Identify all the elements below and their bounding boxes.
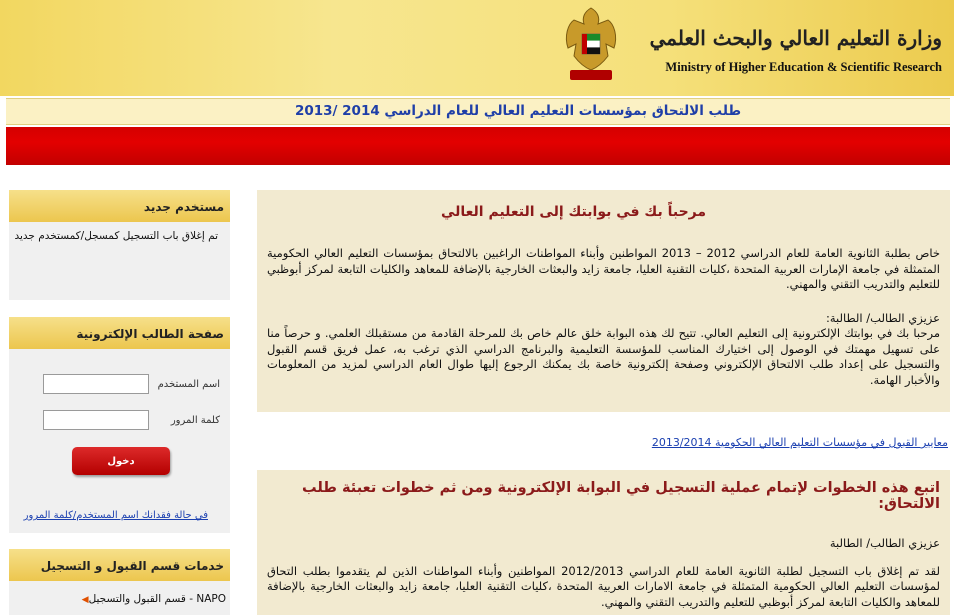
student-page-heading: صفحة الطالب الإلكترونية <box>9 317 230 349</box>
services-heading: خدمات قسم القبول و التسجيل <box>9 549 230 581</box>
steps-greeting: عزيزي الطالب/ الطالبة <box>829 536 940 550</box>
admission-criteria-link[interactable]: معايير القبول في مؤسسات التعليم العالي الحكومية 2013/2014 <box>651 436 948 449</box>
new-user-panel <box>9 190 230 300</box>
ministry-name-english: Ministry of Higher Education & Scientific Research <box>665 60 942 74</box>
page-title: طلب الالتحاق بمؤسسات التعليم العالي للعام الدراسي 2014 /2013 <box>294 103 742 119</box>
username-input[interactable] <box>43 374 149 394</box>
registration-closed-text: تم إغلاق باب التسجيل كمسجل/كمستخدم جديد <box>14 230 218 242</box>
steps-paragraph: لقد تم إغلاق باب التسجيل لطلبة الثانوية العامة للعام الدراسي 2012/2013 المواطنين وأبناء المواطنات الذين لم يتقدموا بطلب التحاق لمؤسسات التعليم العالي الحكومية المتمثلة في جامعة الامارات العربية المتحدة ،كليات التقنية العليا، جامعة زايد والبعثات الخارجية بالإضافة للمعاهد والكليات التابعة لمركز أبوظبي للتعليم والتدريب التقني والمهني. <box>267 563 940 609</box>
new-user-heading: مستخدم جديد <box>9 190 230 222</box>
service-link-label: NAPO - قسم القبول والتسجيل <box>88 593 226 605</box>
welcome-panel <box>257 190 950 412</box>
services-panel <box>9 549 230 615</box>
password-input[interactable] <box>43 410 149 430</box>
ministry-name-arabic: وزارة التعليم العالي والبحث العلمي <box>649 26 942 50</box>
username-label: اسم المستخدم <box>157 379 220 390</box>
welcome-paragraph: مرحبا بك في بوابتك الإلكترونية إلى التعليم العالي. تتيح لك هذه البوابة خلق عالم خاص بك للمرحلة القادمة من مستقبلك العلمي. و حرصاً منا على تسهيل مهمتك في الوصول إلى اختيارك المناسب للمؤسسة التعليمية والبرنامج الدراسي الذي ترغب به، عمل فريق قسم القبول والتسجيل على إعداد طلب الالتحاق الإلكتروني وصفحة إلكترونية خاصة بك يمكنك الرجوع إليها طوال العام الدراسي لمزيد من المعلومات والأخبار الهامة. <box>267 326 940 387</box>
uae-falcon-emblem-icon <box>562 4 620 84</box>
login-button[interactable]: دخول <box>72 447 170 475</box>
steps-title: اتبع هذه الخطوات لإتمام عملية التسجيل في البوابة الإلكترونية ومن ثم خطوات تعبئة طلب الالتحاق: <box>302 480 940 512</box>
intro-paragraph: خاص بطلبة الثانوية العامة للعام الدراسي 2012 – 2013 المواطنين وأبناء المواطنات الراغبين بالالتحاق بمؤسسات التعليم العالي الحكومية المتمثلة في جامعة الإمارات العربية المتحدة ،كليات التقنية العليا، جامعة زايد والبعثات الخارجية بالإضافة للمعاهد والكليات التابعة لمركز أبوظبي للتعليم والتدريب التقني والمهني. <box>267 246 941 291</box>
red-banner <box>6 127 950 165</box>
site-header <box>0 0 954 96</box>
arrow-left-icon: ◀ <box>81 595 89 605</box>
password-label: كلمة المرور <box>170 415 220 426</box>
steps-panel <box>257 470 950 615</box>
student-login-panel <box>9 317 230 533</box>
welcome-title: مرحباً بك في بوابتك إلى التعليم العالي <box>440 204 707 220</box>
page-title-bar <box>6 98 950 125</box>
service-link-napo[interactable] <box>78 593 226 605</box>
forgot-credentials-link[interactable]: في حالة فقدانك اسم المستخدم/كلمة المرور <box>23 510 208 521</box>
greeting-text: عزيزي الطالب/ الطالبة: <box>825 310 940 325</box>
